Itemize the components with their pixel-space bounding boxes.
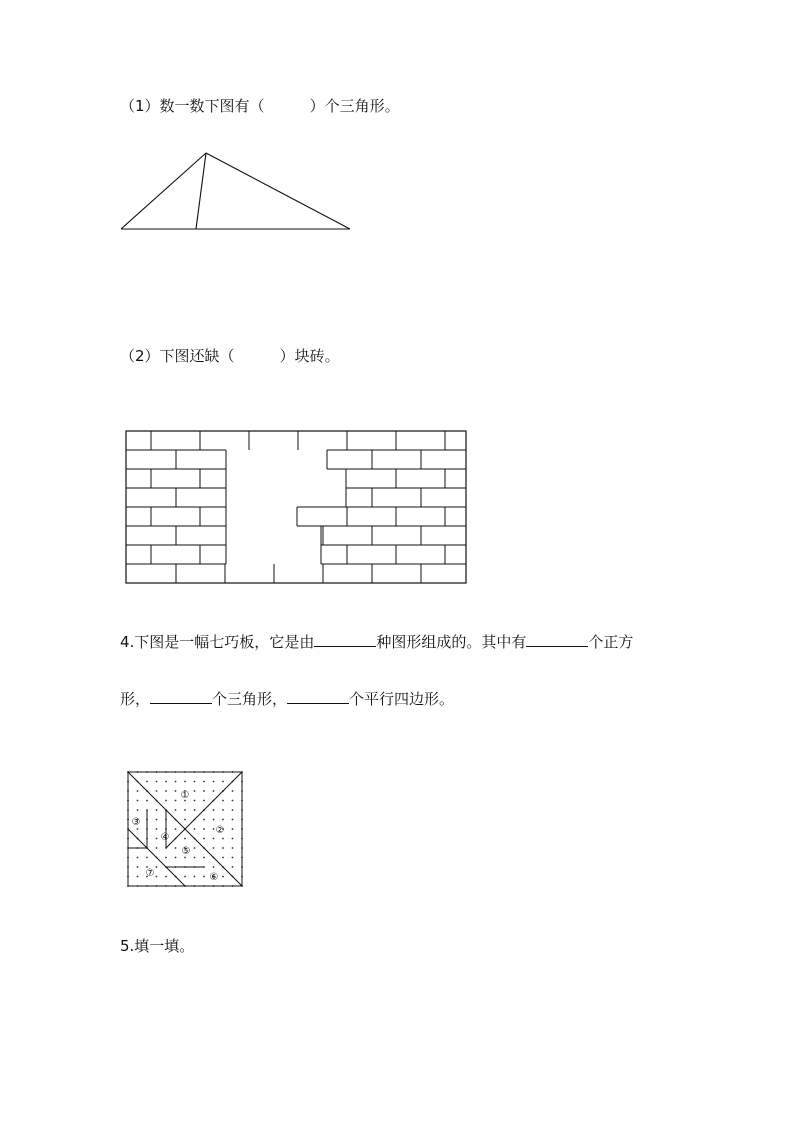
grid-dot [203,828,205,830]
triangle-left-side [121,153,206,229]
grid-dot [222,800,224,802]
grid-dot [194,876,196,878]
question-2-text [120,346,340,366]
q4-blank-kinds[interactable] [314,632,376,647]
q4-text-2b: 个三角形， [212,690,288,708]
triangle-inner-segment [196,153,206,229]
grid-dot [146,857,148,859]
grid-dot [137,857,139,859]
grid-dot [146,800,148,802]
grid-dot [156,866,158,868]
grid-dot [194,790,196,792]
grid-dot [156,819,158,821]
q2-suffix: ）块砖。 [279,347,340,365]
tangram-label-7: ⑦ [145,868,155,879]
grid-dot [213,781,215,783]
grid-dot [222,847,224,849]
q1-answer-gap[interactable] [265,97,310,115]
brick-wall-figure [120,425,472,593]
grid-dot [165,800,167,802]
grid-dot [194,809,196,811]
grid-dot [175,847,177,849]
q4-blank-squares[interactable] [526,632,588,647]
grid-dot [232,838,234,840]
tangram-label-5: ⑤ [181,846,191,857]
grid-dot [213,847,215,849]
grid-dot [194,828,196,830]
grid-dot [203,790,205,792]
grid-dot [184,876,186,878]
grid-dot [184,809,186,811]
tangram-label-3: ③ [131,817,141,828]
grid-dot [203,876,205,878]
grid-dot [213,838,215,840]
grid-dot [175,781,177,783]
grid-dot [156,790,158,792]
grid-dot [137,790,139,792]
q2-prefix: （2）下图还缺（ [120,347,235,365]
grid-dot [156,828,158,830]
grid-dot [184,781,186,783]
grid-dot [175,790,177,792]
grid-dot [222,838,224,840]
grid-dot [232,800,234,802]
q1-prefix: （1）数一数下图有（ [120,97,265,115]
grid-dot [194,857,196,859]
grid-dot [137,828,139,830]
q4-text-2a: 形， [120,690,151,708]
grid-dot [213,866,215,868]
grid-dot [203,800,205,802]
q4-text-1c: 个正方 [588,633,634,651]
grid-dot [156,838,158,840]
question-4-line-2 [120,689,454,709]
q1-suffix: ）个三角形。 [309,97,400,115]
tangram-label-1: ① [180,790,190,801]
tangram-figure [124,768,248,890]
question-4-line-1 [120,632,633,652]
grid-dot [175,809,177,811]
grid-dot [213,809,215,811]
grid-dot [137,866,139,868]
grid-dot [232,828,234,830]
grid-dot [232,866,234,868]
grid-dot [194,847,196,849]
grid-dot [194,800,196,802]
grid-dot [203,781,205,783]
grid-dot [156,876,158,878]
q4-blank-parallelograms[interactable] [287,689,349,704]
grid-dot [194,781,196,783]
tangram-label-4: ④ [160,832,170,843]
grid-dot [203,838,205,840]
grid-dot [165,857,167,859]
grid-dot [232,819,234,821]
grid-dot [184,838,186,840]
grid-dot [222,876,224,878]
tangram-label-6: ⑥ [209,872,219,883]
grid-dot [232,847,234,849]
grid-dot [165,790,167,792]
grid-dot [175,800,177,802]
q4-blank-triangles[interactable] [150,689,212,704]
q2-answer-gap[interactable] [235,347,280,365]
grid-dot [137,809,139,811]
grid-dot [175,828,177,830]
grid-dot [137,876,139,878]
tangram-diagonal-b [166,772,242,848]
q4-text-2c: 个平行四边形。 [349,690,455,708]
grid-dot [146,781,148,783]
grid-dot [203,819,205,821]
grid-dot [203,857,205,859]
triangle-figure [115,145,360,235]
grid-dot [222,857,224,859]
q4-text-1a: 4.下图是一幅七巧板，它是由 [120,633,315,651]
grid-dot [213,828,215,830]
grid-dot [232,857,234,859]
grid-dot [137,800,139,802]
tangram-label-2: ② [215,825,225,836]
grid-dot [222,819,224,821]
grid-dot [175,857,177,859]
question-5-title: 5.填一填。 [120,937,195,955]
grid-dot [165,781,167,783]
grid-dot [156,809,158,811]
grid-dot [184,819,186,821]
grid-dot [213,819,215,821]
grid-dot [156,847,158,849]
grid-dot [222,781,224,783]
triangle-right-side [206,153,350,229]
question-1-text [120,96,400,116]
grid-dot [165,876,167,878]
grid-dot [222,809,224,811]
grid-dot [232,790,234,792]
grid-dot [213,790,215,792]
grid-dot [232,809,234,811]
grid-dot [156,781,158,783]
q4-text-1b: 种图形组成的。其中有 [376,633,527,651]
